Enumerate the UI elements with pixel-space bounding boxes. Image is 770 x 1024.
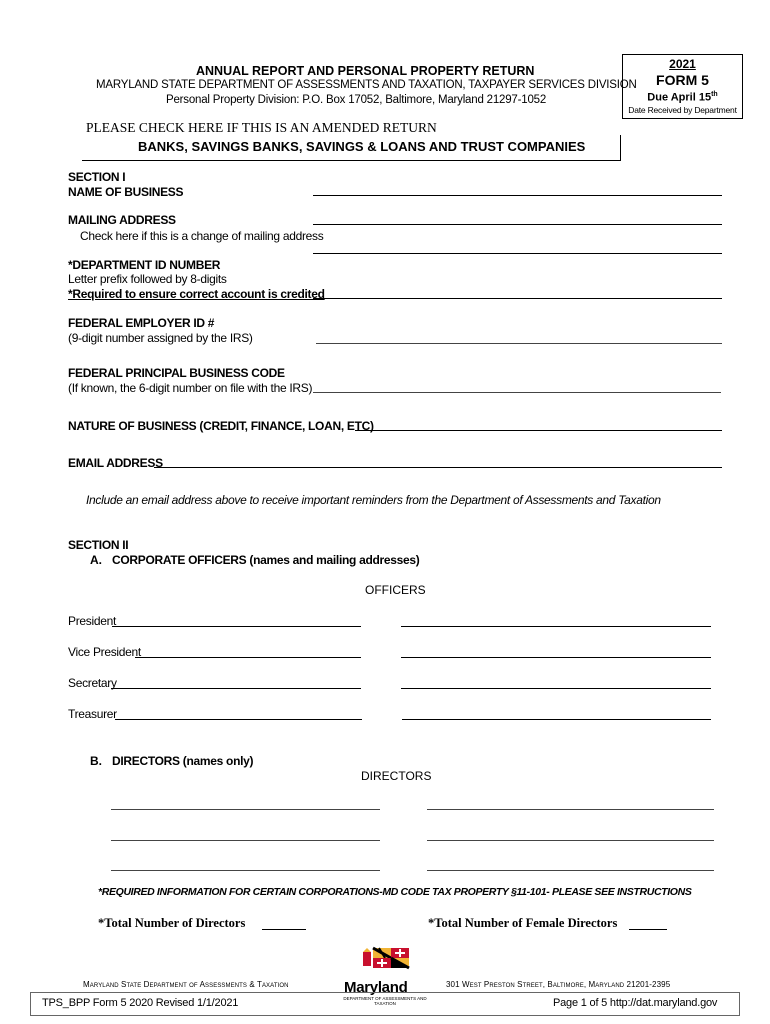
required-information-note: *REQUIRED INFORMATION FOR CERTAIN CORPORATIONS-MD CODE TAX PROPERTY §11-101- PLEASE SEE INSTRUCTIONS xyxy=(98,886,692,898)
page-number: Page 1 of 5 http://dat.maryland.gov xyxy=(553,997,718,1009)
officer-secretary-name-field[interactable] xyxy=(111,688,361,689)
officer-vice-president-address-field[interactable] xyxy=(401,657,711,658)
business-code-field[interactable] xyxy=(313,392,721,393)
officer-president-label: President xyxy=(68,614,116,628)
amended-return-checkbox-label[interactable]: PLEASE CHECK HERE IF THIS IS AN AMENDED RETURN xyxy=(86,120,437,135)
agency-name: MARYLAND STATE DEPARTMENT OF ASSESSMENTS AND TAXATION, TAXPAYER SERVICES DIVISION xyxy=(96,79,637,91)
total-directors-field[interactable] xyxy=(262,929,306,930)
fein-field[interactable] xyxy=(316,343,722,344)
form-revision-id: TPS_BPP Form 5 2020 Revised 1/1/2021 xyxy=(42,997,239,1009)
section-1-heading: SECTION I xyxy=(68,170,126,184)
director-field-1[interactable] xyxy=(111,809,380,810)
corporate-officers-heading: CORPORATE OFFICERS (names and mailing addresses) xyxy=(112,553,420,567)
corporate-officers-letter: A. xyxy=(90,553,102,567)
mailing-address-field-2[interactable] xyxy=(313,253,722,254)
footer-logo-subtitle: DEPARTMENT OF ASSESSMENTS AND TAXATION xyxy=(343,996,427,1006)
due-date-suffix: th xyxy=(711,91,718,98)
department-id-label: *DEPARTMENT ID NUMBER xyxy=(68,258,221,272)
officer-secretary-label: Secretary xyxy=(68,676,117,690)
fein-label: FEDERAL EMPLOYER ID # xyxy=(68,316,215,330)
nature-of-business-label: NATURE OF BUSINESS (CREDIT, FINANCE, LOAN, ETC) xyxy=(68,419,374,433)
director-field-3[interactable] xyxy=(111,840,380,841)
agency-address: Personal Property Division: P.O. Box 17052, Baltimore, Maryland 21297-1052 xyxy=(166,94,547,106)
directors-heading: DIRECTORS (names only) xyxy=(112,754,254,768)
footer-street-address: 301 West Preston Street, Baltimore, Maryland 21201-2395 xyxy=(446,980,671,989)
name-of-business-label: NAME OF BUSINESS xyxy=(68,185,184,199)
maryland-flag-logo xyxy=(359,946,411,982)
officer-treasurer-address-field[interactable] xyxy=(402,719,711,720)
section-2-heading: SECTION II xyxy=(68,538,129,552)
officers-column-heading: OFFICERS xyxy=(365,583,426,597)
footer-department-name: Maryland State Department of Assessments & Taxation xyxy=(83,980,289,989)
institution-type-banner: BANKS, SAVINGS BANKS, SAVINGS & LOANS AND TRUST COMPANIES xyxy=(138,139,586,154)
director-field-2[interactable] xyxy=(427,809,714,810)
director-field-4[interactable] xyxy=(427,840,714,841)
total-female-directors-label: *Total Number of Female Directors xyxy=(428,916,618,930)
due-date xyxy=(623,91,742,104)
officer-treasurer-label: Treasurer xyxy=(68,707,117,721)
business-code-hint: (If known, the 6-digit number on file with the IRS) xyxy=(68,381,313,395)
business-code-label: FEDERAL PRINCIPAL BUSINESS CODE xyxy=(68,366,285,380)
maryland-flag-icon xyxy=(359,946,411,982)
footer-logo-word: Maryland xyxy=(344,979,408,996)
total-directors-label: *Total Number of Directors xyxy=(98,916,246,930)
officer-treasurer-name-field[interactable] xyxy=(115,719,362,720)
directors-letter: B. xyxy=(90,754,102,768)
department-id-field[interactable] xyxy=(313,298,722,299)
officer-secretary-address-field[interactable] xyxy=(401,688,711,689)
name-of-business-field[interactable] xyxy=(313,195,722,196)
officer-president-address-field[interactable] xyxy=(401,626,711,627)
mailing-address-change-checkbox[interactable]: Check here if this is a change of mailing address xyxy=(80,229,324,243)
fein-hint: (9-digit number assigned by the IRS) xyxy=(68,331,253,345)
form-info-box xyxy=(622,54,743,119)
nature-of-business-field[interactable] xyxy=(355,430,722,431)
mailing-address-label: MAILING ADDRESS xyxy=(68,213,176,227)
director-field-5[interactable] xyxy=(111,870,380,871)
email-address-field[interactable] xyxy=(154,467,722,468)
due-date-text: Due April 15 xyxy=(647,91,712,104)
mailing-address-field-1[interactable] xyxy=(313,224,722,225)
department-id-hint: Letter prefix followed by 8-digits xyxy=(68,272,227,286)
form-year: 2021 xyxy=(669,57,696,71)
department-id-required-note: *Required to ensure correct account is credited xyxy=(68,287,325,301)
email-note: Include an email address above to receive important reminders from the Department of Assessments and Taxation xyxy=(86,493,661,507)
form-title: ANNUAL REPORT AND PERSONAL PROPERTY RETURN xyxy=(196,64,535,78)
date-received-label: Date Received by Department xyxy=(628,105,737,115)
officer-vice-president-label: Vice President xyxy=(68,645,141,659)
officer-vice-president-name-field[interactable] xyxy=(135,657,361,658)
total-female-directors-field[interactable] xyxy=(629,929,667,930)
email-address-label: EMAIL ADDRESS xyxy=(68,456,163,470)
director-field-6[interactable] xyxy=(427,870,714,871)
directors-column-heading: DIRECTORS xyxy=(361,769,432,783)
officer-president-name-field[interactable] xyxy=(112,626,361,627)
form-number: FORM 5 xyxy=(656,72,709,88)
